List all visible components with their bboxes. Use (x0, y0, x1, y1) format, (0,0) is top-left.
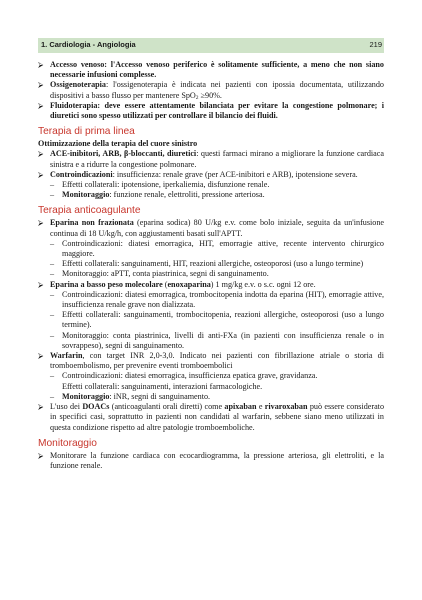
bullet-ossigenoterapia: ⮚ Ossigenoterapia: l'ossigenoterapia è indicata nei pazienti con ipossia documentata, utilizzando dispositivi a basso flusso per mantenere SpO$_2$ ≥90%. (38, 80, 384, 101)
bullet-doacs: ⮚ L'uso dei DOACs (anticoagulanti orali diretti) come apixaban e rivaroxaban può essere considerato in specifici casi, soprattutto in pazienti non candidati al warfarin, sebbene siano meno utilizzati in questa condizione rispetto ad altre patologie tromboemboliche. (38, 402, 385, 432)
bullet-accesso-venoso: ⮚ Accesso venoso: l'Accesso venoso periferico è solitamente sufficiente, a meno che non siano necessarie infusioni complesse. (38, 60, 384, 80)
dash-item: – Controindicazioni: diatesi emorragica, trombocitopenia indotta da eparina (HIT), emorragie attive, insufficienza renale grave non dializzata. (50, 289, 384, 310)
section-title-anticoagulante: Terapia anticoagulante (38, 205, 141, 217)
bullet-eparina-bpm: ⮚ Eparina a basso peso molecolare (enoxaparina) 1 mg/kg e.v. o s.c. ogni 12 ore. (38, 279, 316, 289)
arrow-checkbox-icon: ⮚ (38, 60, 44, 69)
arrow-checkbox-icon: ⮚ (38, 100, 44, 110)
dash-item: – Monitoraggio: iNR, segni di sanguinamento. (50, 391, 211, 401)
bullet-controindicazioni: ⮚ Controindicazioni: insufficienza: renale grave (per ACE-inibitori e ARB), ipotensione severa. (38, 169, 358, 179)
chapter-title: 1. Cardiologia - Angiologia (41, 40, 136, 49)
continuation-line: Effetti collaterali: sanguinamenti, interazioni farmacologiche. (62, 381, 263, 391)
bullet-monitorare: ⮚ Monitorare la funzione cardiaca con ecocardiogramma, la pressione arteriosa, gli elettroliti, e la funzione renale. (38, 450, 384, 470)
arrow-checkbox-icon: ⮚ (38, 351, 44, 361)
arrow-checkbox-icon: ⮚ (38, 402, 44, 412)
arrow-checkbox-icon: ⮚ (38, 218, 44, 228)
dash-item: – Effetti collaterali: sanguinamenti, HIT, reazioni allergiche, osteoporosi (uso a lungo termine) (50, 259, 364, 269)
subheading-ottimizzazione: Ottimizzazione della terapia del cuore sinistro (38, 139, 198, 149)
dash-item: – Controindicazioni: diatesi emorragica, insufficienza epatica grave, gravidanza. (50, 371, 318, 381)
arrow-checkbox-icon: ⮚ (38, 450, 44, 460)
section-title-monitoraggio: Monitoraggio (38, 437, 97, 449)
dash-item: – Monitoraggio: conta piastrinica, livelli di anti-FXa (in pazienti con insufficienza renale o in sovrappeso), segni di sanguinamento. (50, 330, 384, 350)
dash-item: – Effetti collaterali: ipotensione, iperkaliemia, disfunzione renale. (50, 180, 270, 190)
page-body (38, 60, 384, 471)
arrow-checkbox-icon: ⮚ (38, 149, 44, 159)
dash-item: – Monitoraggio: aPTT, conta piastrinica, segni di sanguinamento. (50, 269, 269, 279)
dash-item: – Effetti collaterali: sanguinamenti, trombocitopenia, reazioni allergiche, osteoporosi (uso a lungo termine). (50, 310, 384, 330)
bullet-warfarin: ⮚ Warfarin, con target INR 2,0-3,0. Indicato nei pazienti con fibrillazione atriale o storia di tromboembolismo, per prevenire eventi tromboembolici (38, 351, 384, 371)
arrow-checkbox-icon: ⮚ (38, 80, 44, 90)
arrow-checkbox-icon: ⮚ (38, 169, 44, 179)
running-header (38, 38, 384, 53)
arrow-checkbox-icon: ⮚ (38, 279, 44, 289)
section-title-prima-linea: Terapia di prima linea (38, 126, 135, 138)
page-number: 219 (369, 40, 382, 49)
bullet-farmaci: ⮚ ACE-inibitori, ARB, β-bloccanti, diuretici: questi farmaci mirano a migliorare la funzione cardiaca sinistra e a ridurre la congestione polmonare. (38, 149, 385, 169)
bullet-fluidoterapia: ⮚ Fluidoterapia: deve essere attentamente bilanciata per evitare la congestione polmonare; i diuretici sono spesso utilizzati per controllare il bilancio dei fluidi. (38, 100, 384, 121)
dash-item: – Monitoraggio: funzione renale, elettroliti, pressione arteriosa. (50, 190, 265, 200)
bullet-eparina-nf: ⮚ Eparina non frazionata (eparina sodica) 80 U/kg e.v. come bolo iniziale, seguita da un'infusione continua di 18 U/kg/h, con aggiustamenti basati sull'APTT. (38, 218, 384, 238)
dash-item: – Controindicazioni: diatesi emorragica, HIT, emorragie attive, recente intervento chirurgico maggiore. (50, 238, 384, 259)
